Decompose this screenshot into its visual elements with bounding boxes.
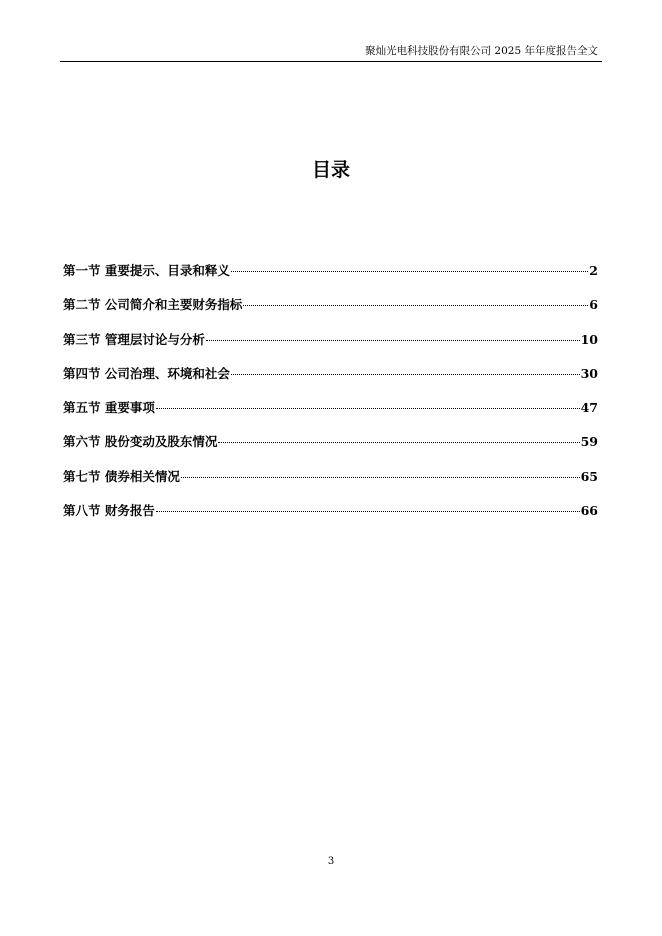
toc-item-page: 59 bbox=[580, 434, 598, 450]
toc-dot-leader bbox=[181, 477, 580, 478]
toc-dot-leader bbox=[231, 271, 588, 272]
toc-item-label: 第六节 股份变动及股东情况 bbox=[63, 434, 218, 450]
toc-dot-leader bbox=[206, 340, 580, 341]
toc-item-page: 10 bbox=[580, 331, 598, 347]
toc-item-4[interactable] bbox=[63, 365, 598, 382]
toc-dot-leader bbox=[243, 305, 588, 306]
toc-item-label: 第七节 债券相关情况 bbox=[63, 468, 180, 484]
table-of-contents bbox=[63, 262, 598, 536]
toc-item-7[interactable] bbox=[63, 468, 598, 485]
toc-dot-leader bbox=[156, 408, 580, 409]
toc-item-page: 47 bbox=[580, 400, 598, 416]
toc-item-page: 2 bbox=[589, 263, 598, 278]
toc-item-2[interactable] bbox=[63, 296, 598, 313]
toc-item-5[interactable] bbox=[63, 399, 598, 416]
toc-dot-leader bbox=[231, 374, 580, 375]
toc-item-page: 6 bbox=[589, 297, 598, 313]
toc-dot-leader bbox=[218, 442, 579, 443]
toc-item-label: 第五节 重要事项 bbox=[63, 400, 155, 416]
toc-item-page: 30 bbox=[580, 365, 598, 381]
toc-item-label: 第二节 公司简介和主要财务指标 bbox=[63, 297, 243, 313]
toc-item-label: 第三节 管理层讨论与分析 bbox=[63, 331, 205, 347]
toc-item-label: 第八节 财务报告 bbox=[63, 503, 155, 519]
toc-item-label: 第一节 重要提示、目录和释义 bbox=[63, 263, 230, 278]
toc-item-8[interactable] bbox=[63, 502, 598, 519]
toc-item-label: 第四节 公司治理、环境和社会 bbox=[63, 365, 230, 381]
header-text: 聚灿光电科技股份有限公司 2025 年年度报告全文 bbox=[365, 45, 598, 57]
toc-item-page: 65 bbox=[580, 468, 598, 484]
page-header bbox=[60, 0, 602, 62]
toc-item-page: 66 bbox=[580, 503, 598, 519]
header-rule bbox=[60, 61, 602, 62]
toc-dot-leader bbox=[156, 511, 580, 512]
toc-item-1[interactable] bbox=[63, 262, 598, 279]
page-title: 目录 bbox=[311, 159, 350, 181]
toc-item-6[interactable] bbox=[63, 433, 598, 450]
toc-item-3[interactable] bbox=[63, 331, 598, 348]
page-number: 3 bbox=[327, 856, 335, 867]
